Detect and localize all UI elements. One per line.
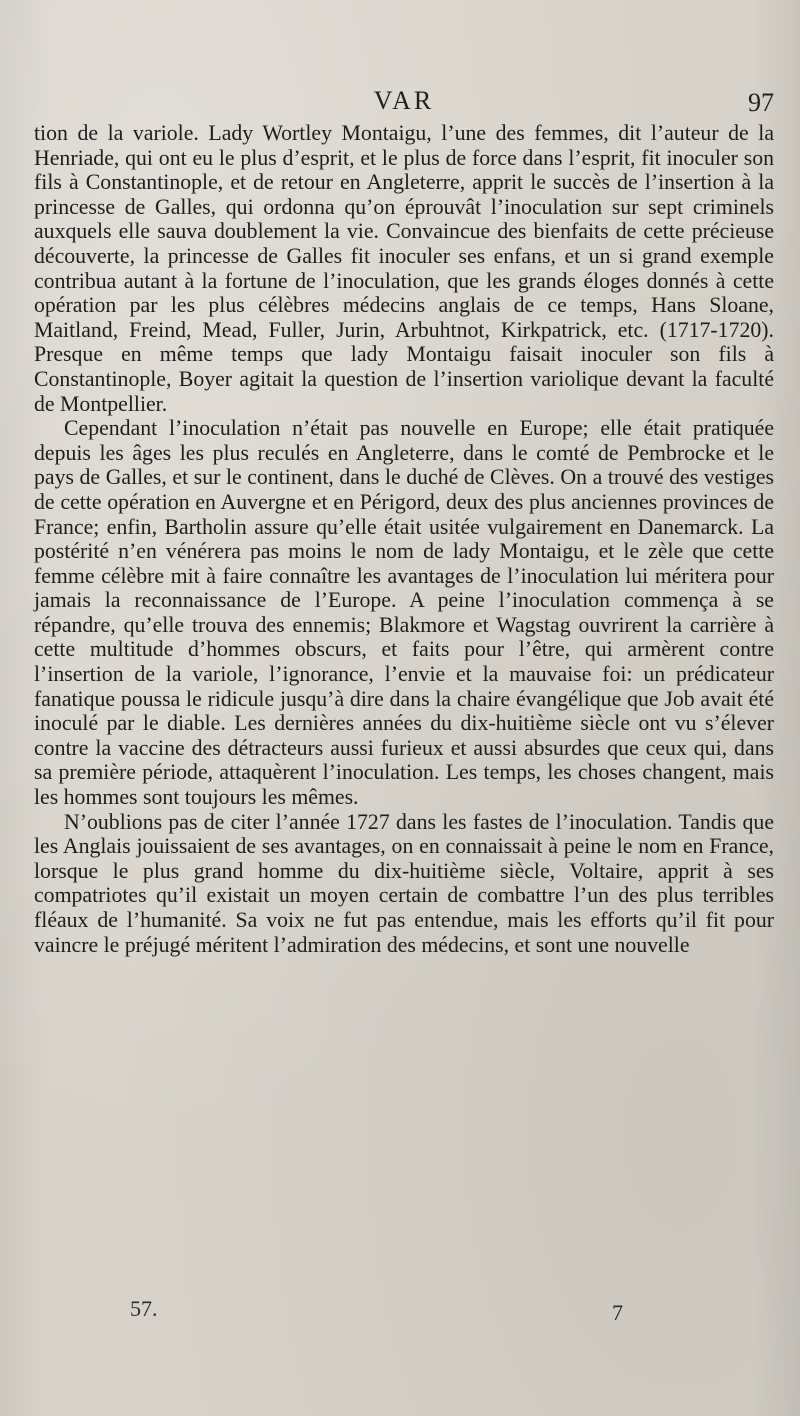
page-number: 97: [748, 88, 774, 117]
running-head: VAR: [373, 86, 435, 115]
volume-signature: 57.: [130, 1296, 158, 1321]
paragraph-2: Cependant l’inoculation n’était pas nouvelle en Europe; elle était pratiquée depuis les âges les plus reculés en Angleterre, dans le comté de Pembrocke et le pays de Galles, et sur le continent, dans le duché de Clèves. On a trouvé des vestiges de cette opération en Auvergne et en Périgord, deux des plus anciennes provinces de France; enfin, Bartholin assure qu’elle était usitée vulgairement en Danemarck. La postérité n’en vénérera pas moins le nom de lady Montaigu, et le zèle que cette femme célèbre mit à faire connaître les avantages de l’inoculation lui méritera pour jamais la reconnaissance de l’Europe. A peine l’inoculation commença à se répandre, qu’elle trouva des ennemis; Blakmore et Wagstag ouvrirent la carrière à cette multitude d’hommes obscurs, et faits pour l’être, qui armèrent contre l’insertion de la variole, l’ignorance, l’envie et la mauvaise foi: un prédicateur fanatique poussa le ridicule jusqu’à dire dans la chaire évangélique que Job avait été inoculé par le diable. Les dernières années du dix-huitième siècle ont vu s’élever contre la vaccine des détracteurs aussi furieux et aussi absurdes que ceux qui, dans sa première période, attaquèrent l’inoculation. Les temps, les choses changent, mais les hommes sont toujours les mêmes.: [34, 416, 774, 810]
paragraph-1: tion de la variole. Lady Wortley Montaigu, l’une des femmes, dit l’auteur de la Henriade, qui ont eu le plus d’esprit, et le plus de force dans l’esprit, fit inoculer son fils à Constantinople, et de retour en Angleterre, apprit le succès de l’insertion à la princesse de Galles, qui ordonna qu’on éprouvât l’inoculation sur sept criminels auxquels elle sauva doublement la vie. Convaincue des bienfaits de cette précieuse découverte, la princesse de Galles fit inoculer ses enfans, et un si grand exemple contribua autant à la fortune de l’inoculation, que les grands éloges donnés à cette opération par les plus célèbres médecins anglais de ce temps, Hans Sloane, Maitland, Freind, Mead, Fuller, Jurin, Arbuhtnot, Kirkpatrick, etc. (1717-1720). Presque en même temps que lady Montaigu faisait inoculer son fils à Constantinople, Boyer agitait la question de l’insertion variolique devant la faculté de Montpellier.: [34, 121, 774, 416]
body-text: [34, 121, 774, 957]
page-footer: [34, 1296, 774, 1336]
page-header: [34, 86, 774, 126]
paragraph-3: N’oublions pas de citer l’année 1727 dans les fastes de l’inoculation. Tandis que les Anglais jouissaient de ses avantages, on en connaissait à peine le nom en France, lorsque le plus grand homme du dix-huitième siècle, Voltaire, apprit à ses compatriotes qu’il existait un moyen certain de combattre l’un des plus terribles fléaux de l’humanité. Sa voix ne fut pas entendue, mais les efforts qu’il fit pour vaincre le préjugé méritent l’admiration des médecins, et sont une nouvelle: [34, 809, 774, 957]
sheet-signature: 7: [612, 1300, 623, 1325]
